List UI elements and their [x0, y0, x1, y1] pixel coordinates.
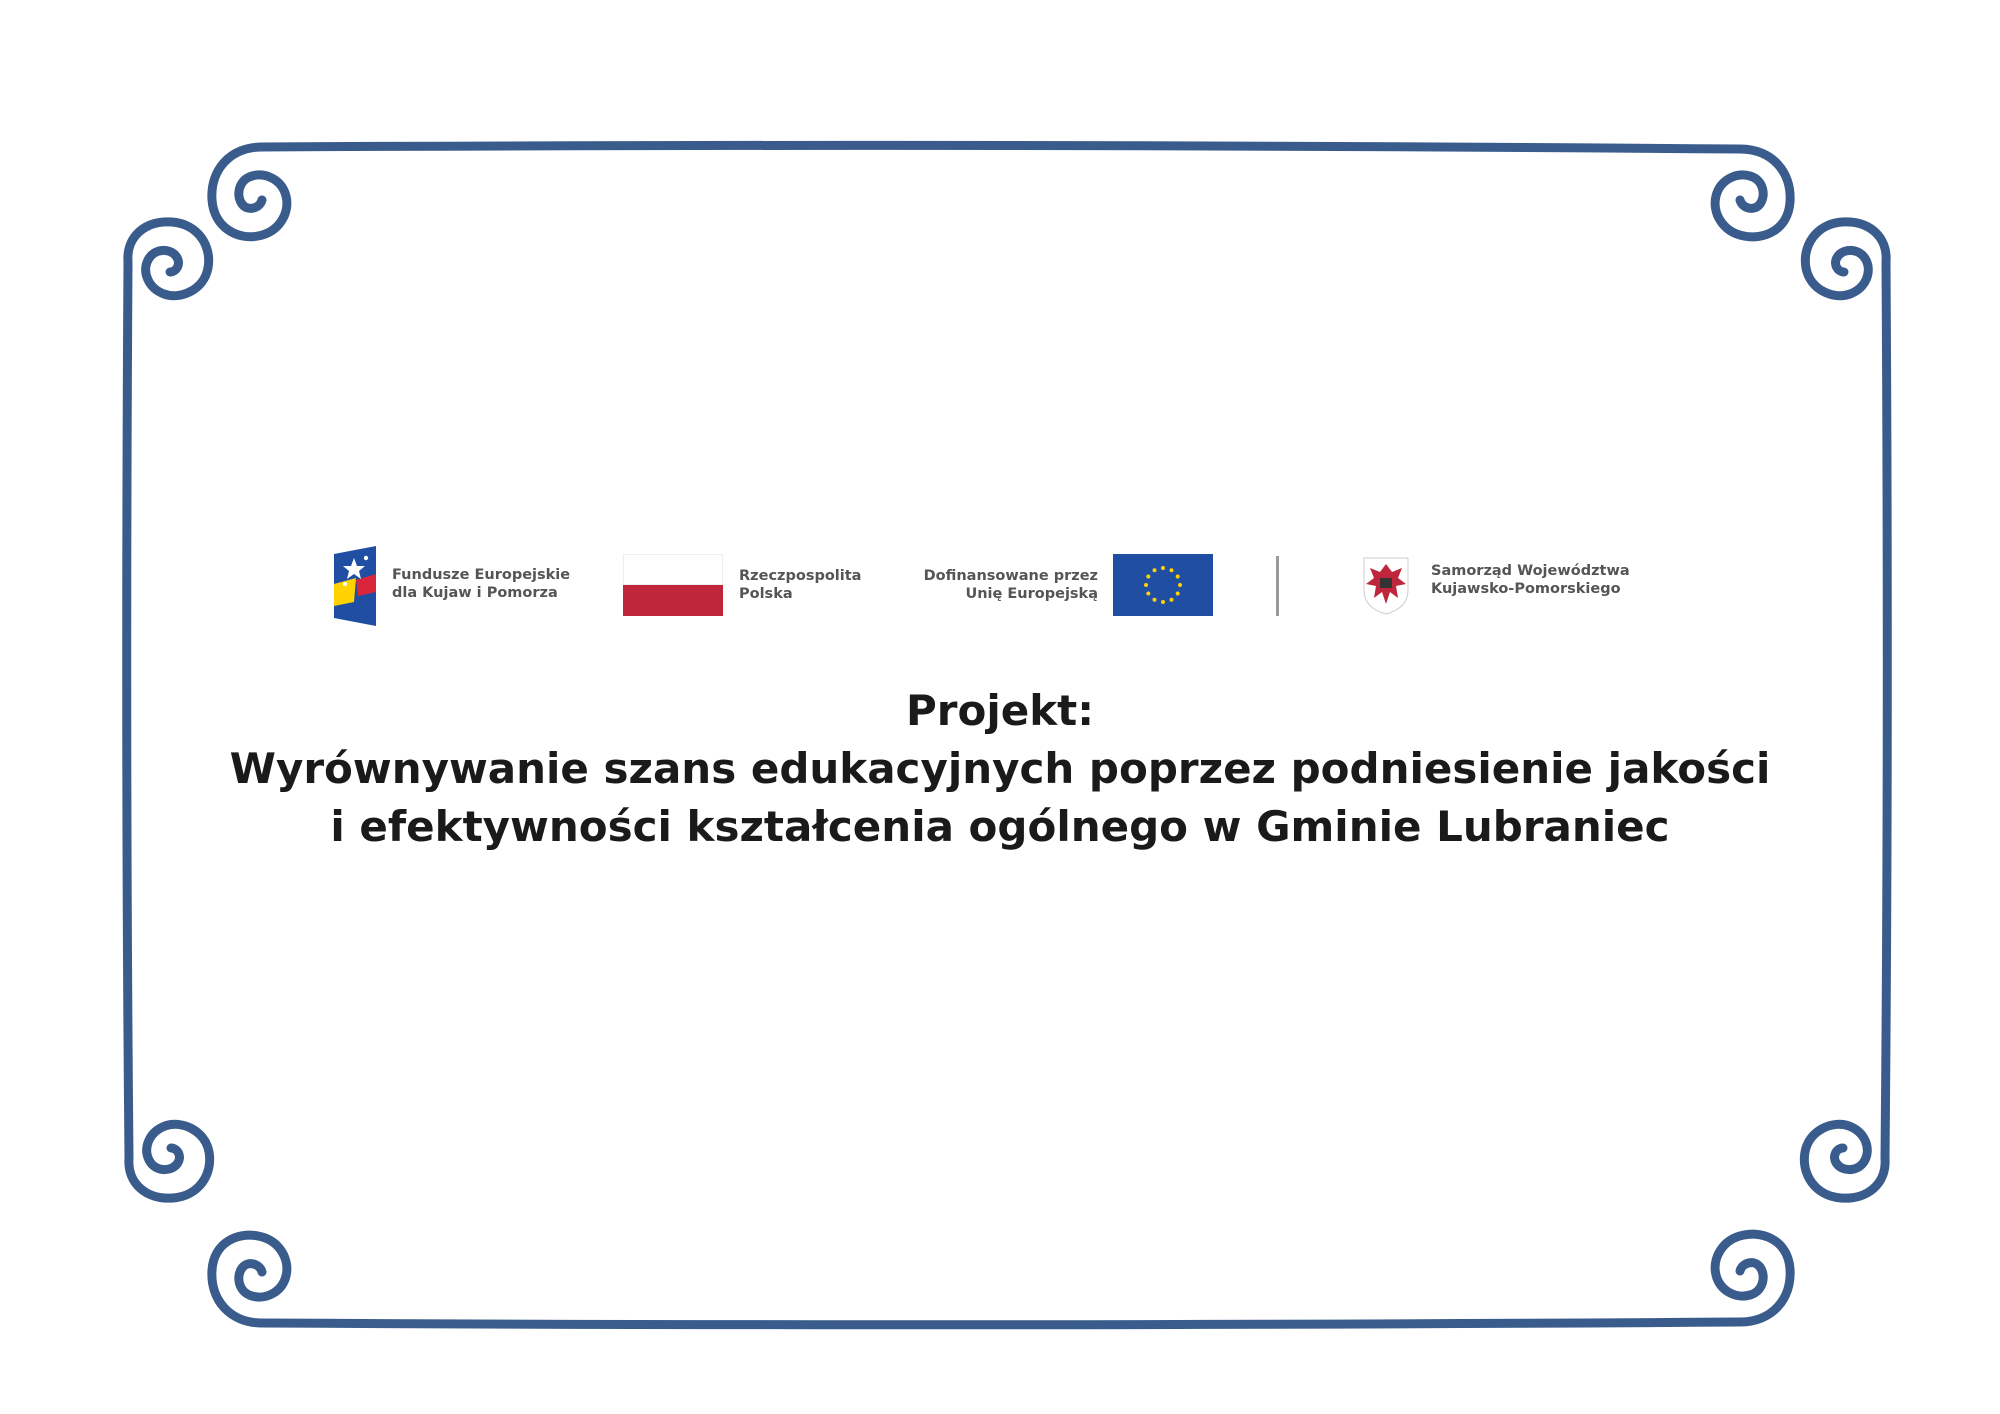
- eu-logo-line2: Unię Europejską: [965, 586, 1098, 602]
- eu-flag-icon: [1113, 554, 1213, 616]
- eu-logo-line1: Dofinansowane przez: [923, 568, 1098, 584]
- funds-logo-line2: dla Kujaw i Pomorza: [392, 585, 558, 601]
- funds-logo-line1: Fundusze Europejskie: [392, 567, 571, 583]
- funds-logo-icon: [330, 544, 380, 628]
- region-logo-line2: Kujawsko-Pomorskiego: [1431, 581, 1621, 597]
- frame-left-line: [127, 262, 129, 1158]
- frame-bottom-line: [262, 1322, 1740, 1325]
- funds-logo: [330, 540, 590, 630]
- swirl-corner-icon: [128, 147, 287, 296]
- poland-logo: [623, 540, 883, 630]
- region-logo: [1358, 540, 1678, 630]
- region-coat-of-arms-icon: [1358, 554, 1414, 616]
- poland-logo-line2: Polska: [739, 586, 793, 602]
- funding-logos-bar: [0, 540, 2000, 630]
- logo-separator: [1276, 556, 1279, 616]
- swirl-corner-icon: [1715, 1124, 1885, 1322]
- frame-top-line: [262, 145, 1740, 149]
- project-title-line2: i efektywności kształcenia ogólnego w Gminie Lubraniec: [330, 802, 1670, 851]
- poland-logo-line1: Rzeczpospolita: [739, 568, 862, 584]
- project-label: Projekt:: [905, 686, 1095, 735]
- frame-right-line: [1885, 262, 1887, 1158]
- polish-flag-icon: [623, 554, 723, 616]
- swirl-corner-icon: [129, 1124, 287, 1323]
- eu-logo: [905, 540, 1225, 630]
- project-title-block: [200, 682, 1800, 856]
- region-logo-line1: Samorząd Województwa: [1431, 563, 1630, 579]
- project-title-line1: Wyrównywanie szans edukacyjnych poprzez podniesienie jakości: [229, 744, 1771, 793]
- swirl-corner-icon: [1715, 149, 1886, 296]
